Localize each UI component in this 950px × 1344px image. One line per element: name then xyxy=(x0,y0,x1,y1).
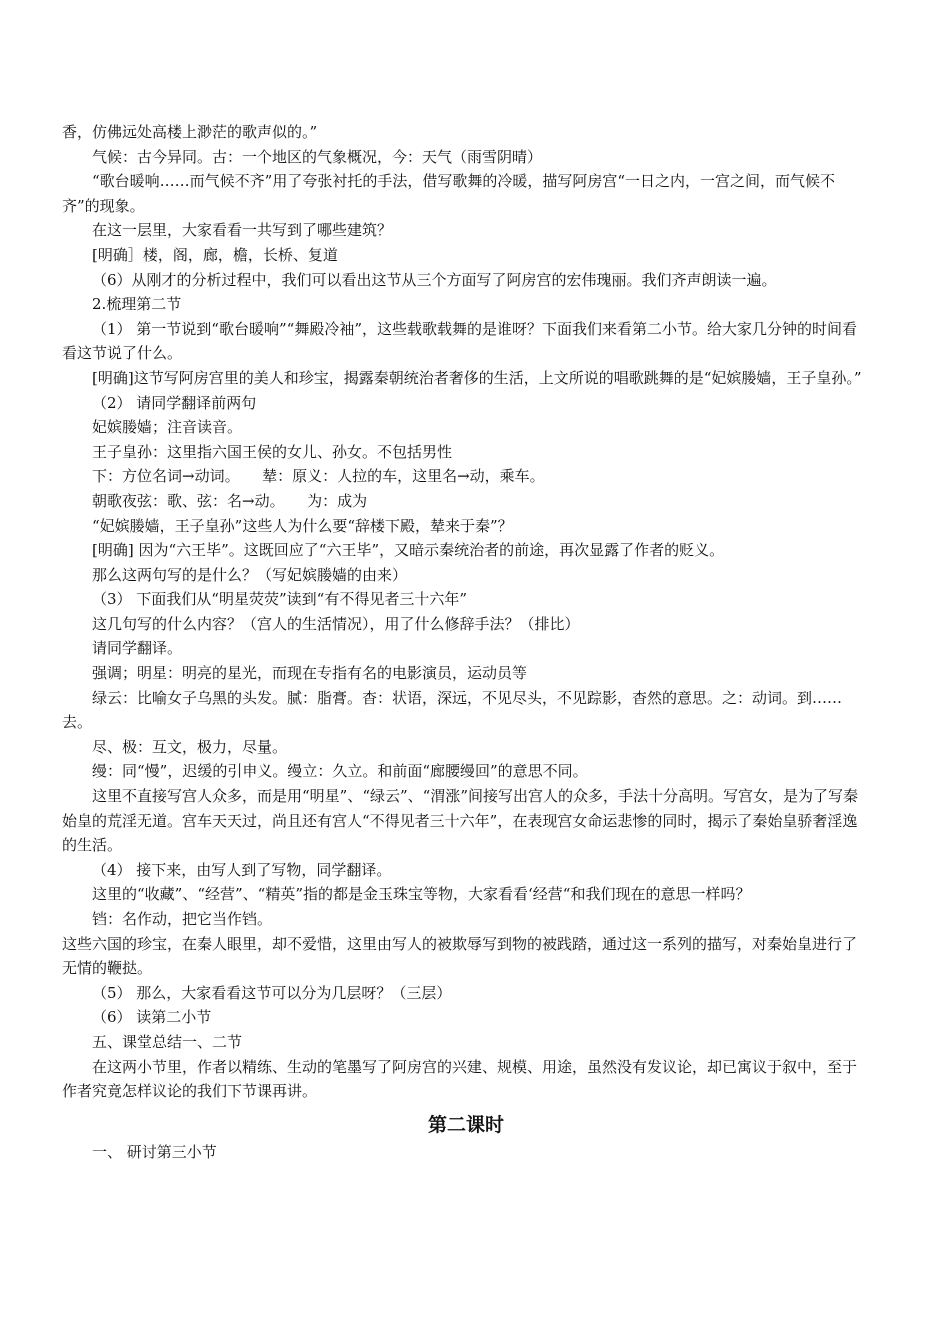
paragraph: 这里的“收藏”、“经营”、“精英”指的都是金玉珠宝等物，大家看看‘经营“和我们现在的意思一样吗？ xyxy=(92,885,751,904)
paragraph: 这几句写的什么内容？（宫人的生活情况），用了什么修辞手法？（排比） xyxy=(92,614,580,633)
paragraph: （6） 读第二小节 xyxy=(92,1008,212,1027)
paragraph: （4） 接下来，由写人到了写物，同学翻译。 xyxy=(92,860,392,879)
paragraph: 铛：名作动，把它当作铛。 xyxy=(92,910,273,928)
paragraph: 朝歌夜弦：歌、弦：名→动。 为：成为 xyxy=(92,491,368,510)
paragraph: 一、 研讨第三小节 xyxy=(92,1142,217,1161)
paragraph: 强调；明星：明亮的星光，而现在专指有名的电影演员，运动员等 xyxy=(92,664,528,683)
paragraph: 请同学翻译。 xyxy=(92,639,183,658)
paragraph: 气候：古今异同。古：一个地区的气象概况，今：天气（雨雪阴晴） xyxy=(92,147,543,166)
paragraph: 那么这两句写的是什么？（写妃嫔媵嫱的由来） xyxy=(92,565,408,584)
paragraph: 香，仿佛远处高楼上渺茫的歌声似的。” xyxy=(62,123,318,141)
paragraph: （2） 请同学翻译前两句 xyxy=(92,393,257,412)
paragraph: [明确] 因为“六王毕”。这既回应了“六王毕”，又暗示秦统治者的前途，再次显露了作者的贬义。 xyxy=(92,541,725,560)
paragraph: 尽、极：互文，极力，尽量。 xyxy=(92,737,288,756)
document-page xyxy=(62,120,870,1164)
paragraph: （5） 那么，大家看看这节可以分为几层呀？（三层） xyxy=(92,983,452,1002)
paragraph: 妃嫔媵嫱；注音读音。 xyxy=(92,418,243,437)
paragraph: 下：方位名词→动词。 辇：原义：人拉的车，这里名→动，乘车。 xyxy=(92,467,545,486)
body-text xyxy=(62,120,870,1104)
paragraph: 王子皇孙：这里指六国王侯的女儿、孙女。不包括男性 xyxy=(92,442,453,461)
paragraph: 在这一层里，大家看看一共写到了哪些建筑？ xyxy=(92,221,393,240)
paragraph: 在这两小节里，作者以精练、生动的笔墨写了阿房宫的兴建、规模、用途，虽然没有发议论，却已寓议于叙中，至于作者究竟怎样议论的我们下节课再讲。 xyxy=(62,1057,858,1101)
paragraph: 五、课堂总结一、二节 xyxy=(92,1032,243,1051)
paragraph: 缦：同“慢”，迟缓的引申义。缦立：久立。和前面“廊腰缦回”的意思不同。 xyxy=(92,762,588,781)
paragraph: “妃嫔媵嫱，王子皇孙”这些人为什么要“辞楼下殿，辇来于秦”？ xyxy=(92,516,513,535)
paragraph: （6）从刚才的分析过程中，我们可以看出这节从三个方面写了阿房宫的宏伟瑰丽。我们齐声朗读一遍。 xyxy=(92,270,777,289)
paragraph: 这些六国的珍宝，在秦人眼里，却不爱惜，这里由写人的被欺辱写到物的被践踏，通过这一系列的描写，对秦始皇进行了无情的鞭挞。 xyxy=(62,934,858,978)
paragraph: （3） 下面我们从“明星荧荧”读到“有不得见者三十六年” xyxy=(92,590,467,609)
paragraph: [明确］楼，阁，廊，檐，长桥、复道 xyxy=(92,245,338,264)
paragraph: 这里不直接写宫人众多，而是用“明星”、“绿云”、“渭涨”间接写出宫人的众多，手法十分高明。写宫女，是为了写秦始皇的荒淫无道。宫车天天过，尚且还有宫人“不得见者三十六年”，在表现宫女命运悲惨的同时，揭示了秦始皇骄奢淫逸的生活。 xyxy=(62,787,859,855)
paragraph: 2.梳理第二节 xyxy=(92,295,182,314)
paragraph: （1） 第一节说到“歌台暖响”“舞殿冷袖”，这些载歌载舞的是谁呀？下面我们来看第二小节。给大家几分钟的时间看看这节说了什么。 xyxy=(62,319,857,363)
paragraph: 绿云：比喻女子乌黑的头发。腻：脂膏。杳：状语，深远，不见尽头，不见踪影，杳然的意思。之：动词。到……去。 xyxy=(62,688,843,732)
paragraph: “歌台暖响……而气候不齐”用了夸张衬托的手法，借写歌舞的冷暖，描写阿房宫“一日之内，一宫之间，而气候不齐”的现象。 xyxy=(62,172,836,215)
section-heading: 第二课时 xyxy=(427,1113,504,1136)
paragraph: [明确]这节写阿房宫里的美人和珍宝，揭露秦朝统治者奢侈的生活，上文所说的唱歌跳舞的是“妃嫔媵嫱，王子皇孙。” xyxy=(92,368,862,387)
